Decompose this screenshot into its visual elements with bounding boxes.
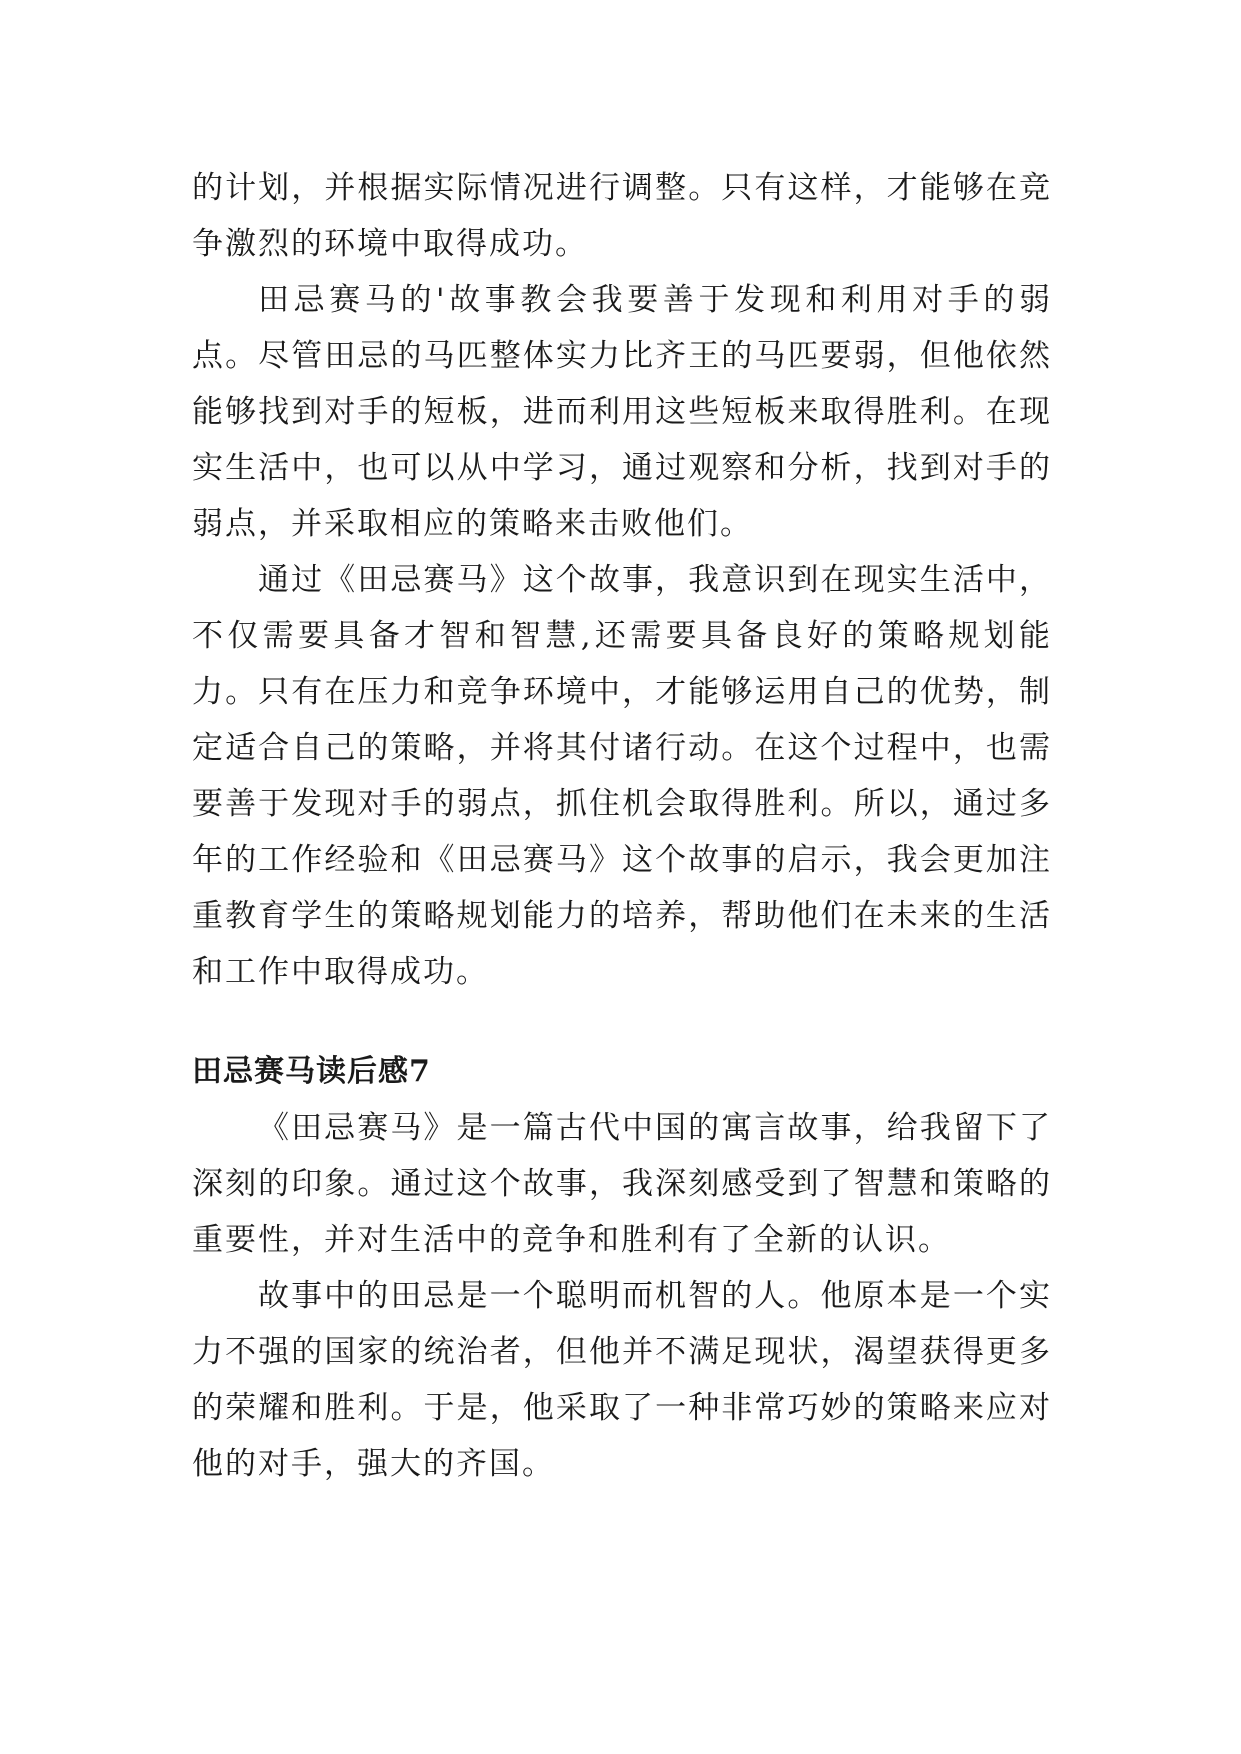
paragraph-strategy-planning: 通过《田忌赛马》这个故事，我意识到在现实生活中，不仅需要具备才智和智慧,还需要具备良好的策略规划能力。只有在压力和竞争环境中，才能够运用自己的优势，制定适合自己的策略，并将其付诸行动。在这个过程中，也需要善于发现对手的弱点，抓住机会取得胜利。所以，通过多年的工作经验和《田忌赛马》这个故事的启示，我会更加注重教育学生的策略规划能力的培养，帮助他们在未来的生活和工作中取得成功。 [192, 562, 1052, 990]
paragraph-fable-impression: 《田忌赛马》是一篇古代中国的寓言故事，给我留下了深刻的印象。通过这个故事，我深刻感受到了智慧和策略的重要性，并对生活中的竞争和胜利有了全新的认识。 [192, 1110, 1052, 1258]
section-heading: 田忌赛马读后感7 [192, 1054, 431, 1089]
paragraph-tianji-character: 故事中的田忌是一个聪明而机智的人。他原本是一个实力不强的国家的统治者，但他并不满足现状，渴望获得更多的荣耀和胜利。于是，他采取了一种非常巧妙的策略来应对他的对手，强大的齐国。 [192, 1278, 1052, 1482]
paragraph-opponent-weakness: 田忌赛马的'故事教会我要善于发现和利用对手的弱点。尽管田忌的马匹整体实力比齐王的马匹要弱，但他依然能够找到对手的短板，进而利用这些短板来取得胜利。在现实生活中，也可以从中学习，通过观察和分析，找到对手的弱点，并采取相应的策略来击败他们。 [192, 282, 1052, 542]
document-body [192, 160, 1052, 1492]
paragraph-continuation: 的计划，并根据实际情况进行调整。只有这样，才能够在竞争激烈的环境中取得成功。 [192, 170, 1052, 262]
